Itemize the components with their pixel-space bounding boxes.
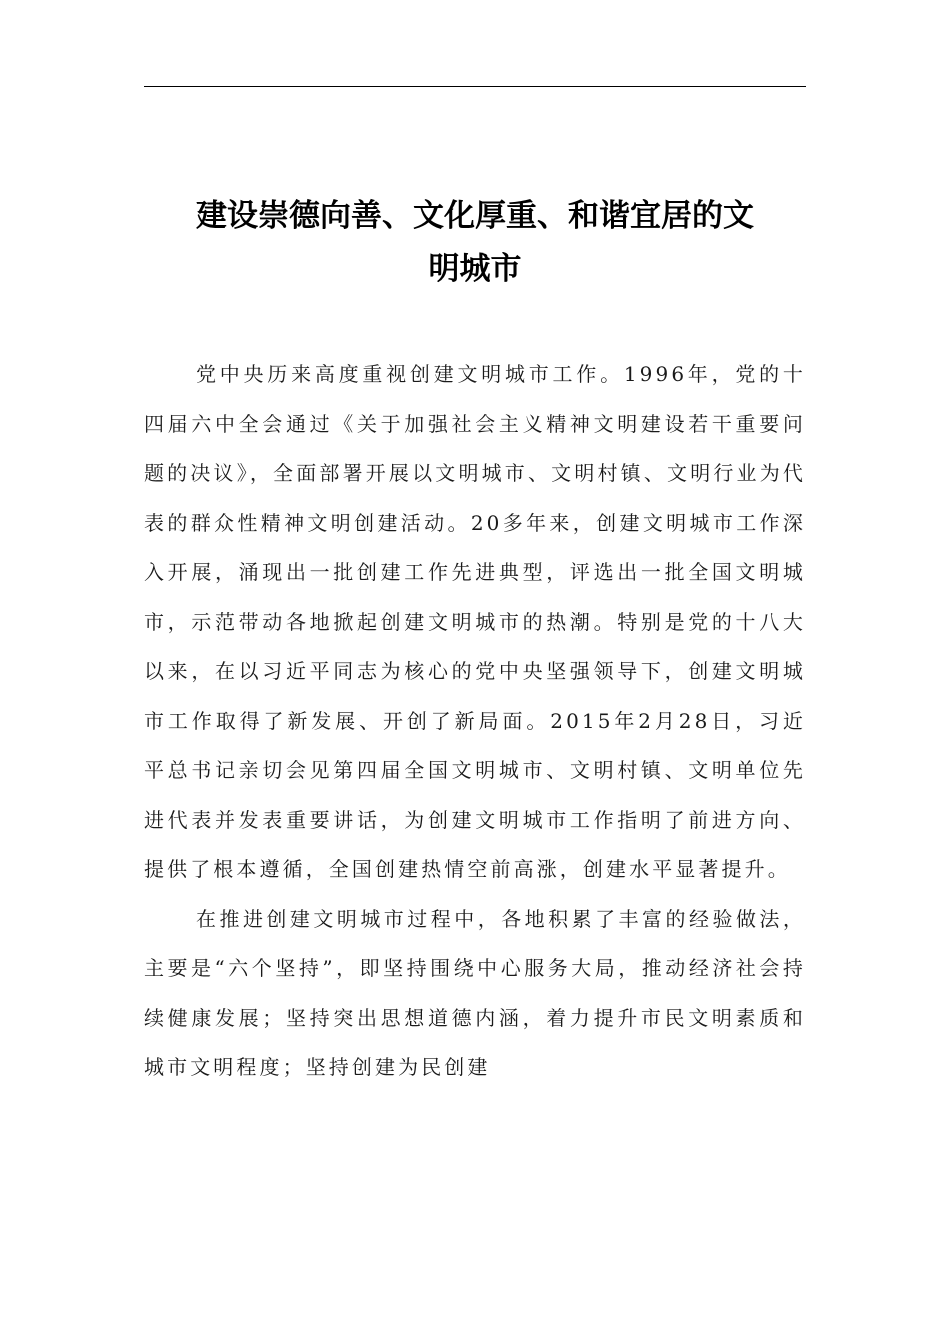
title-line-1: 建设崇德向善、文化厚重、和谐宜居的文 [196,198,754,234]
title-line-2: 明城市 [428,251,522,287]
paragraph-2: 在推进创建文明城市过程中，各地积累了丰富的经验做法，主要是“六个坚持”，即坚持围绕中心服务大局，推动经济社会持续健康发展；坚持突出思想道德内涵，着力提升市民文明素质和城市文明程度；坚持创建为民创建 [144,906,806,1079]
header-rule [144,86,806,87]
document-body [144,350,806,1093]
document-title [144,190,806,296]
paragraph-1: 党中央历来高度重视创建文明城市工作。1996年，党的十四届六中全会通过《关于加强社会主义精神文明建设若干重要问题的决议》，全面部署开展以文明城市、文明村镇、文明行业为代表的群众性精神文明创建活动。20多年来，创建文明城市工作深入开展，涌现出一批创建工作先进典型，评选出一批全国文明城市，示范带动各地掀起创建文明城市的热潮。特别是党的十八大以来，在以习近平同志为核心的党中央坚强领导下，创建文明城市工作取得了新发展、开创了新局面。2015年2月28日，习近平总书记亲切会见第四届全国文明城市、文明村镇、文明单位先进代表并发表重要讲话，为创建文明城市工作指明了前进方向、提供了根本遵循，全国创建热情空前高涨，创建水平显著提升。 [144,362,806,881]
